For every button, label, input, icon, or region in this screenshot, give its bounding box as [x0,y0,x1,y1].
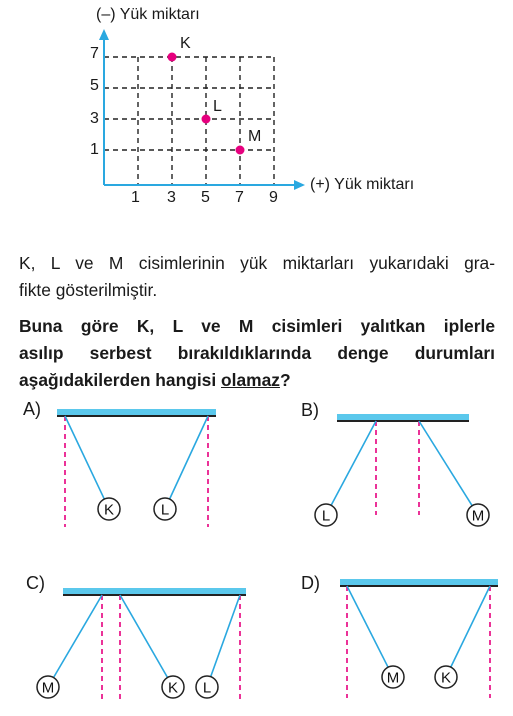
string-m [54,595,102,678]
x-tick-9: 9 [269,189,278,206]
context-line-2: fikte gösterilmiştir. [19,280,158,300]
ball-label-l: L [321,507,331,525]
ball-label-l: L [202,679,212,697]
option-b-label[interactable]: B) [301,400,319,420]
x-tick-7: 7 [235,189,244,206]
option-d-label[interactable]: D) [301,573,320,593]
string-m [419,421,472,506]
y-tick-1: 1 [90,141,99,158]
option-c-ceiling [63,588,246,595]
x-tick-3: 3 [167,189,176,206]
emphasis-olamaz: olamaz [221,370,280,390]
string-k [120,595,168,677]
string-l [170,416,208,499]
string-m [347,586,388,667]
ball-label-m: M [41,679,55,697]
x-tick-5: 5 [201,189,210,206]
string-k [451,586,490,667]
ball-label-k: K [167,679,179,697]
ball-label-m: M [471,507,485,525]
question-mark: ? [279,370,291,390]
ball-label-k: K [440,669,452,687]
x-axis-label: (+) Yük miktarı [310,176,415,193]
stem-line-2: asılıp serbest bırakıldıklarında denge durumları [19,343,495,363]
stem-line-1: Buna göre K, L ve M cisimleri yalıtkan iplerle [19,316,495,336]
y-tick-3: 3 [90,110,99,127]
y-tick-7: 7 [90,45,99,62]
y-tick-5: 5 [90,77,99,94]
context-line-1: K, L ve M cisimlerinin yük miktarları yukarıdaki gra- [19,253,495,273]
option-a-ceiling [57,409,216,416]
string-l [331,421,376,505]
x-tick-1: 1 [131,189,140,206]
y-axis-label: (–) Yük miktarı [96,6,200,23]
option-d-ceiling [340,579,498,586]
ball-label-k: K [103,501,115,519]
string-l [211,595,240,677]
point-label-m: M [248,128,262,145]
point-label-l: L [213,98,222,115]
option-a-label[interactable]: A) [23,399,41,419]
option-c-label[interactable]: C) [26,573,45,593]
option-b-ceiling [337,414,469,421]
string-k [65,416,104,499]
ball-label-l: L [160,501,170,519]
stem-line-3-text: aşağıdakilerden hangisi [19,370,221,390]
ball-label-m: M [386,669,400,687]
point-label-k: K [180,35,191,52]
